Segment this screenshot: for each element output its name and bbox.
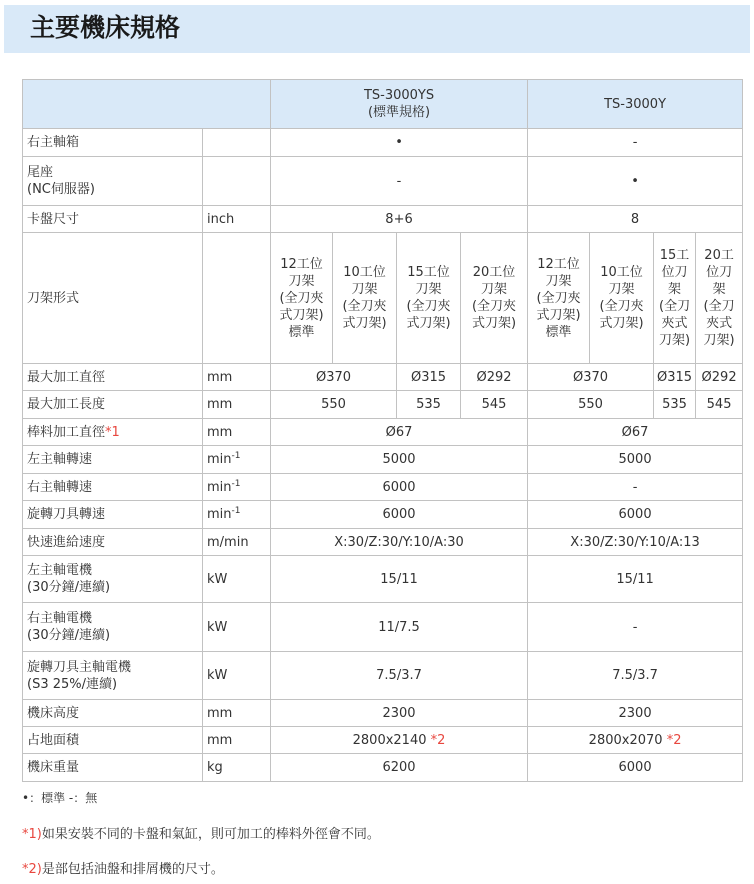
row-unit [203,446,271,474]
turret-line: 刀架 [351,282,378,297]
turret-line: 架 [712,282,726,297]
cell-y: X:30/Z:30/Y:10/A:13 [528,529,743,556]
turret-line: 刀架 [288,273,315,289]
cell-y-b: Ø315 [654,364,696,391]
model-ys-header [271,80,528,129]
header-row [23,80,743,129]
header-blank [23,80,271,129]
table-row [23,727,743,754]
table-row [23,474,743,501]
turret-line: (全刀夾 [536,290,581,306]
footnote-mark: *2 [430,732,446,748]
unit-sup: -1 [231,451,241,461]
cell-y: 2300 [528,700,743,727]
cell-ys-a: 550 [271,391,397,419]
turret-line: 刀架 [415,282,442,297]
cell-y-a: Ø370 [528,364,654,391]
cell-value: 2800x2140 [352,732,427,748]
cell-y: 7.5/3.7 [528,652,743,700]
turret-line: 式刀架) [279,307,324,323]
row-unit [203,501,271,529]
row-label-line: 右主軸電機 [27,611,93,626]
turret-line: 12工位 [537,256,580,272]
table-row [23,446,743,474]
cell-ys: 2300 [271,700,528,727]
row-label [23,652,203,700]
turret-ys-1 [271,233,333,364]
row-unit: kg [203,754,271,782]
table-row [23,501,743,529]
spec-table [22,79,743,782]
row-label [23,603,203,652]
turret-line: 15工位 [407,265,450,280]
cell-y: - [528,603,743,652]
legend: •：標準 -：無 [22,791,98,805]
row-label-line: 尾座 [27,165,54,180]
turret-line: 架 [668,282,682,297]
turret-y-1 [528,233,590,364]
cell-y-b: 535 [654,391,696,419]
turret-line: (全刀夾 [406,299,451,314]
row-unit [203,129,271,157]
cell-ys: 6000 [271,501,528,529]
turret-line: 式刀架) [471,316,517,331]
unit-sup: -1 [231,478,241,489]
turret-line: 位刀 [661,265,688,280]
turret-line: (全刀 [659,299,691,314]
table-row [23,391,743,419]
footnote-mark: *2 [666,732,682,748]
turret-line: 刀架 [481,282,508,297]
model-y-header: TS-3000Y [528,80,743,129]
turret-ys-2 [333,233,397,364]
row-label-line: (NC伺服器) [27,182,95,197]
cell-y: 6000 [528,501,743,529]
cell-ys-b: Ø315 [397,364,461,391]
cell-ys: X:30/Z:30/Y:10/A:30 [271,529,528,556]
turret-line: 10工位 [343,265,386,280]
cell-y: 15/11 [528,556,743,603]
turret-line: 刀架) [703,333,735,348]
turret-line: 式刀架) [406,316,451,331]
turret-line: 式刀架) [342,316,387,331]
row-label: 右主軸箱 [23,129,203,157]
cell-ys-a: Ø370 [271,364,397,391]
row-unit: mm [203,364,271,391]
turret-line: 20工 [704,248,734,263]
turret-line: 10工位 [600,265,643,280]
table-row [23,556,743,603]
table-row [23,157,743,206]
note-2 [22,858,224,877]
turret-ys-4 [461,233,528,364]
row-label: 機床高度 [23,700,203,727]
turret-y-3 [654,233,696,364]
row-label-line: 左主軸電機 [27,563,93,578]
unit-text: min [207,507,232,522]
cell-y: Ø67 [528,419,743,446]
row-unit: kW [203,556,271,603]
row-label: 占地面積 [23,727,203,754]
table-row [23,206,743,233]
cell-y: 6000 [528,754,743,782]
turret-line: 式刀架) [536,307,581,323]
row-unit [203,233,271,364]
turret-line: (全刀夾 [342,299,387,314]
row-unit: m/min [203,529,271,556]
cell-ys: 7.5/3.7 [271,652,528,700]
row-label: 最大加工長度 [23,391,203,419]
cell-ys-c: 545 [461,391,528,419]
turret-line: 標準 [545,324,572,340]
table-row [23,754,743,782]
cell-value: 2800x2070 [588,732,663,748]
cell-ys: 11/7.5 [271,603,528,652]
row-label: 右主軸轉速 [23,474,203,501]
turret-line: (全刀夾 [471,299,517,314]
unit-sup: -1 [231,506,241,516]
note-text: 如果安裝不同的卡盤和氣缸，則可加工的棒料外徑會不同。 [41,827,380,842]
note-text: 是部包括油盤和排屑機的尺寸。 [41,862,224,877]
unit-text: min [207,479,232,495]
row-unit: mm [203,727,271,754]
table-row [23,603,743,652]
table-row [23,652,743,700]
cell-ys: 6200 [271,754,528,782]
cell-ys: 5000 [271,446,528,474]
table-row [23,233,743,364]
row-label [23,556,203,603]
turret-line: 夾式 [661,316,688,331]
turret-line: (全刀 [703,299,735,314]
turret-y-2 [590,233,654,364]
unit-text: min [207,452,232,467]
cell-y [528,727,743,754]
turret-line: 夾式 [706,316,733,331]
row-label-line: 旋轉刀具主軸電機 [27,659,132,675]
turret-y-4 [696,233,743,364]
turret-line: 15工 [659,248,690,263]
table-row [23,129,743,157]
cell-ys: Ø67 [271,419,528,446]
turret-line: 刀架 [608,282,635,297]
turret-line: 位刀 [706,265,733,280]
cell-y: 5000 [528,446,743,474]
cell-ys: 8+6 [271,206,528,233]
row-label: 左主軸轉速 [23,446,203,474]
row-unit: mm [203,391,271,419]
note-mark: *1) [22,827,42,842]
cell-ys: - [271,157,528,206]
turret-ys-3 [397,233,461,364]
turret-line: 刀架) [659,333,691,348]
table-row [23,419,743,446]
cell-ys: 6000 [271,474,528,501]
cell-y: 8 [528,206,743,233]
row-label [23,157,203,206]
model-ys-sub: (標準規格) [367,105,431,120]
cell-y: - [528,474,743,501]
table-row [23,529,743,556]
cell-y-a: 550 [528,391,654,419]
row-unit [203,474,271,501]
turret-line: 式刀架) [599,316,644,331]
model-ys-name: TS-3000YS [363,88,435,103]
cell-ys: 15/11 [271,556,528,603]
turret-line: 標準 [288,324,315,340]
row-unit: mm [203,700,271,727]
cell-ys-c: Ø292 [461,364,528,391]
row-label: 最大加工直徑 [23,364,203,391]
turret-line: 12工位 [280,256,323,272]
row-label: 快速進給速度 [23,529,203,556]
cell-ys [271,727,528,754]
row-label-line: (30分鐘/連續) [27,580,111,595]
row-label [23,419,203,446]
row-label: 刀架形式 [23,233,203,364]
row-label: 旋轉刀具轉速 [23,501,203,529]
row-unit [203,157,271,206]
table-row [23,700,743,727]
cell-ys: • [271,129,528,157]
row-label: 卡盤尺寸 [23,206,203,233]
row-unit: kW [203,603,271,652]
row-label-line: (S3 25%/連續) [27,676,118,692]
turret-line: 20工位 [472,265,516,280]
turret-line: (全刀夾 [599,299,644,314]
row-unit: kW [203,652,271,700]
page-title: 主要機床規格 [4,5,750,53]
footnote-mark: *1 [105,424,120,440]
row-label-text: 棒料加工直徑 [27,424,106,440]
cell-ys-b: 535 [397,391,461,419]
table-row [23,364,743,391]
cell-y-c: 545 [696,391,743,419]
row-unit: mm [203,419,271,446]
cell-y: - [528,129,743,157]
row-label-line: (30分鐘/連續) [27,628,111,643]
turret-line: (全刀夾 [279,290,324,306]
note-mark: *2) [22,862,42,877]
cell-y: • [528,157,743,206]
cell-y-c: Ø292 [696,364,743,391]
note-1 [22,823,380,842]
row-label: 機床重量 [23,754,203,782]
turret-line: 刀架 [545,273,572,289]
row-unit: inch [203,206,271,233]
